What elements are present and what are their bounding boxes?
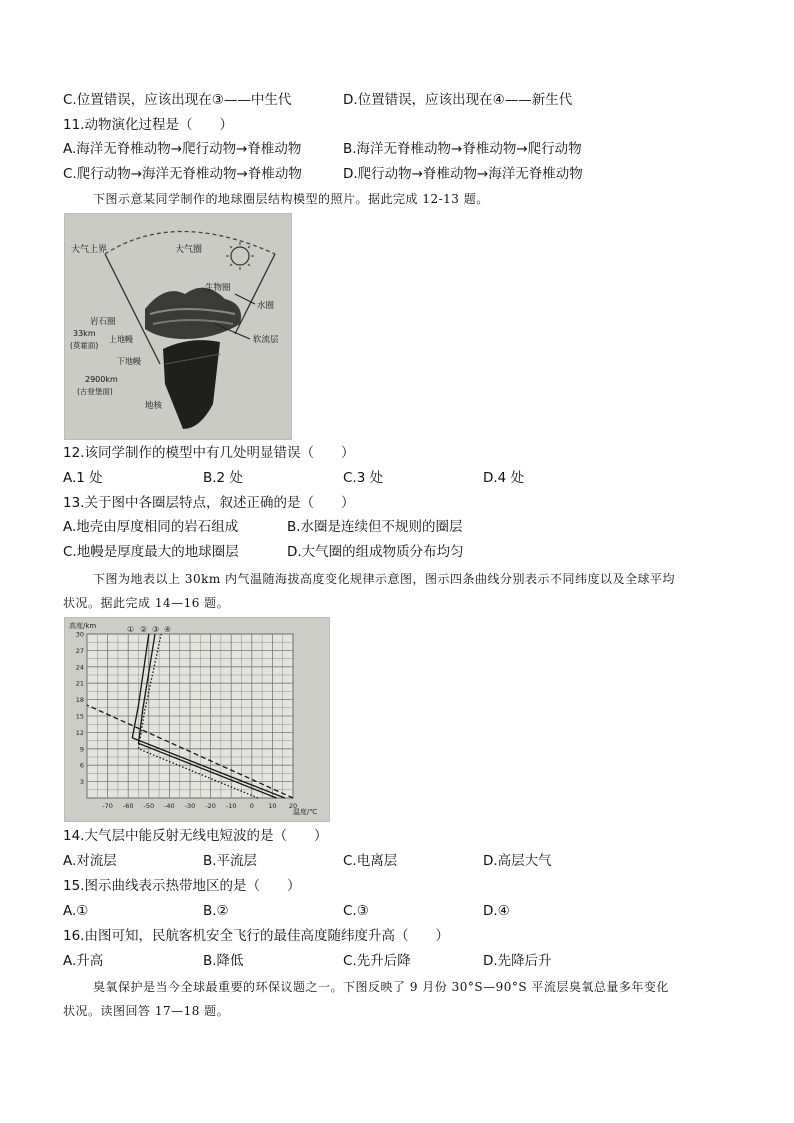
q10-option-d: D.位置错误，应该出现在④——新生代 [343,92,573,108]
curve-marker-3: ③ [152,625,160,634]
label-hydrosphere: 水圈 [257,301,275,311]
q10-option-c: C.位置错误，应该出现在③——中生代 [63,92,292,108]
q16-stem: 16.由图可知，民航客机安全飞行的最佳高度随纬度升高（ ） [63,928,449,944]
label-atmos-top: 大气上界 [71,245,108,255]
q15-option-b: B.② [203,903,229,919]
label-atmosphere: 大气圈 [175,245,203,255]
label-lithosphere: 岩石圈 [90,317,116,327]
q14-option-a: A.对流层 [63,853,117,869]
q13-option-c: C.地幔是厚度最大的地球圈层 [63,544,239,560]
q11-option-a: A.海洋无脊椎动物→爬行动物→脊椎动物 [63,141,302,157]
q14-option-c: C.电离层 [343,853,398,869]
chart-y-tick-label: 15 [75,712,84,721]
q15-option-a: A.① [63,903,89,919]
q13-option-b: B.水圈是连续但不规则的圈层 [287,519,463,535]
earth-layer-model-figure [64,213,292,440]
temperature-altitude-chart [64,617,330,822]
q11-option-c: C.爬行动物→海洋无脊椎动物→脊椎动物 [63,166,302,182]
intro-17-18-line2: 状况。读图回答 17—18 题。 [63,1004,230,1018]
q11-option-b: B.海洋无脊椎动物→脊椎动物→爬行动物 [343,141,582,157]
chart-y-axis-label: 高度/km [69,622,97,630]
chart-y-tick-label: 27 [75,646,84,655]
curve-marker-1: ① [127,625,135,634]
q16-option-d: D.先降后升 [483,953,552,969]
chart-x-tick-label: -70 [102,802,113,810]
intro-14-16-line2: 状况。据此完成 14—16 题。 [63,596,230,610]
chart-x-tick-label: -50 [143,802,155,810]
q12-option-d: D.4 处 [483,470,525,486]
curve-marker-4: ④ [164,625,172,634]
chart-x-axis-label: 温度/℃ [293,808,318,816]
chart-y-tick-label: 12 [75,728,84,737]
q12-option-b: B.2 处 [203,470,243,486]
q13-option-a: A.地壳由厚度相同的岩石组成 [63,519,239,535]
label-core: 地核 [145,401,163,411]
chart-x-tick-label: -10 [225,802,237,810]
q15-stem: 15.图示曲线表示热带地区的是（ ） [63,878,301,894]
q12-option-c: C.3 处 [343,470,384,486]
q15-option-c: C.③ [343,903,369,919]
q14-option-d: D.高层大气 [483,853,552,869]
chart-y-tick-label: 18 [75,696,84,705]
chart-y-tick-label: 9 [79,745,84,754]
chart-y-tick-label: 6 [79,761,84,770]
label-2900km: 2900km [85,375,118,384]
chart-y-tick-label: 24 [75,663,84,672]
chart-x-tick-label: -30 [184,802,196,810]
label-biosphere: 生物圈 [205,283,231,293]
q12-option-a: A.1 处 [63,470,103,486]
chart-x-tick-label: 10 [268,802,277,810]
q12-stem: 12.该同学制作的模型中有几处明显错误（ ） [63,445,355,461]
label-asthenosphere: 软流层 [253,335,279,345]
chart-x-tick-label: 20 [288,802,298,810]
chart-x-tick-label: -60 [122,802,134,810]
label-33km: 33km [73,329,96,338]
intro-12-13: 下图示意某同学制作的地球圈层结构模型的照片。据此完成 12-13 题。 [93,192,489,206]
q16-option-c: C.先升后降 [343,953,411,969]
q14-option-b: B.平流层 [203,853,258,869]
intro-14-16-line1: 下图为地表以上 30km 内气温随海拔高度变化规律示意图，图示四条曲线分别表示不同纬度以及全球平均 [93,572,676,586]
label-lower-mantle: 下地幔 [117,357,141,366]
label-gutenberg: (古登堡面) [77,387,113,396]
chart-x-tick-label: -40 [164,802,175,810]
curve-marker-2: ② [140,625,148,634]
chart-y-tick-label: 3 [79,778,84,787]
intro-17-18-line1: 臭氧保护是当今全球最重要的环保议题之一。下图反映了 9 月份 30°S—90°S 平流层臭氧总量多年变化 [93,980,669,994]
q16-option-a: A.升高 [63,953,104,969]
label-upper-mantle: 上地幔 [109,335,133,344]
q16-option-b: B.降低 [203,953,244,969]
q13-stem: 13.关于图中各圈层特点，叙述正确的是（ ） [63,495,355,511]
chart-x-tick-label: -20 [205,802,216,810]
chart-y-tick-label: 21 [75,679,84,688]
chart-x-tick-label: 0 [249,802,254,810]
q15-option-d: D.④ [483,903,510,919]
chart-y-tick-label: 30 [75,630,84,639]
q13-option-d: D.大气圈的组成物质分布均匀 [287,544,464,560]
q11-option-d: D.爬行动物→脊椎动物→海洋无脊椎动物 [343,166,583,182]
label-moho: (莫霍面) [70,341,99,350]
q11-stem: 11.动物演化过程是（ ） [63,117,233,133]
q14-stem: 14.大气层中能反射无线电短波的是（ ） [63,828,328,844]
